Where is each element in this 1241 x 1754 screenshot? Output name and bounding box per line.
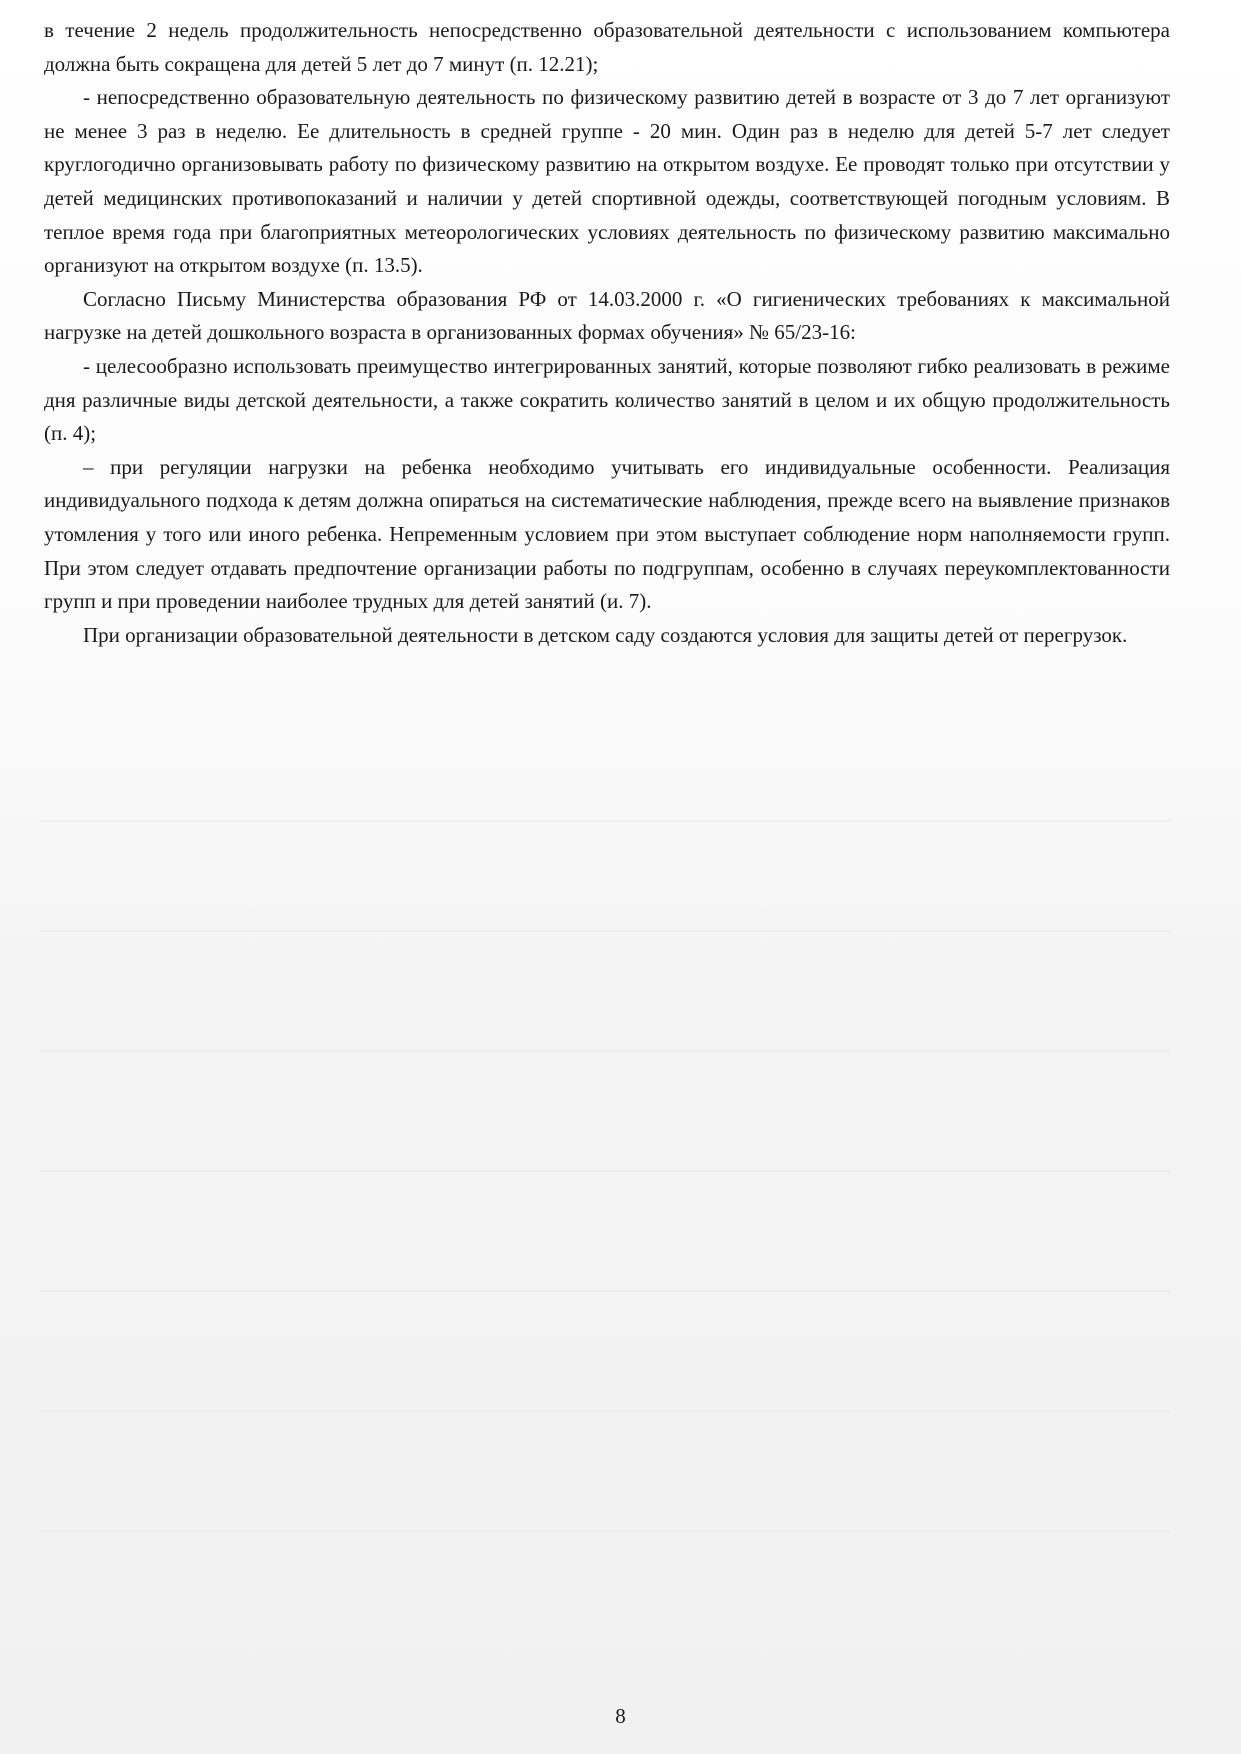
scan-bleed-line (40, 1170, 1170, 1172)
scan-bleed-line (40, 1410, 1170, 1412)
scan-bleed-line (40, 820, 1170, 822)
scan-bleed-line (40, 1290, 1170, 1292)
paragraph-physical-development: - непосредственно образовательную деятельность по физическому развитию детей в возрасте от 3 до 7 лет организуют не менее 3 раз в неделю. Ее длительность в средней группе - 20 мин. Один раз в неделю для детей 5-7 лет следует круглогодично организовывать работу по физическому развитию на открытом воздухе. Ее проводят только при отсутствии у детей медицинских противопоказаний и наличии у детей спортивной одежды, соответствующей погодным условиям. В теплое время года при благоприятных метеорологических условиях деятельность по физическому развитию максимально организуют на открытом воздухе (п. 13.5). (44, 85, 1170, 278)
paragraph-ministry-letter: Согласно Письму Министерства образования РФ от 14.03.2000 г. «О гигиенических требованиях к максимальной нагрузке на детей дошкольного возраста в организованных формах обучения» № 65/23-16: (44, 286, 1170, 345)
paragraph-integrated-classes: - целесообразно использовать преимущество интегрированных занятий, которые позволяют гибко реализовать в режиме дня различные виды детской деятельности, а также сократить количество занятий в целом и их общую продолжительность (п. 4); (44, 353, 1170, 446)
paragraph-overload-protection: При организации образовательной деятельности в детском саду создаются условия для защиты детей от перегрузок. (83, 622, 1128, 647)
paragraph-computer-duration: в течение 2 недель продолжительность непосредственно образовательной деятельности с использованием компьютера должна быть сокращена для детей 5 лет до 7 минут (п. 12.21); (44, 18, 1170, 76)
page-number: 8 (615, 1704, 626, 1728)
scan-bleed-line (40, 1050, 1170, 1052)
body-text (44, 14, 1170, 652)
scan-bleed-line (40, 1530, 1170, 1532)
scan-bleed-line (40, 930, 1170, 932)
paragraph-load-regulation: – при регуляции нагрузки на ребенка необходимо учитывать его индивидуальные особенности. Реализация индивидуального подхода к детям должна опираться на систематические наблюдения, прежде всего на выявление признаков утомления у того или иного ребенка. Непременным условием при этом выступает соблюдение норм наполняемости групп. При этом следует отдавать предпочтение организации работы по подгруппам, особенно в случаях переукомплектованности групп и при проведении наиболее трудных для детей занятий (и. 7). (44, 454, 1170, 614)
